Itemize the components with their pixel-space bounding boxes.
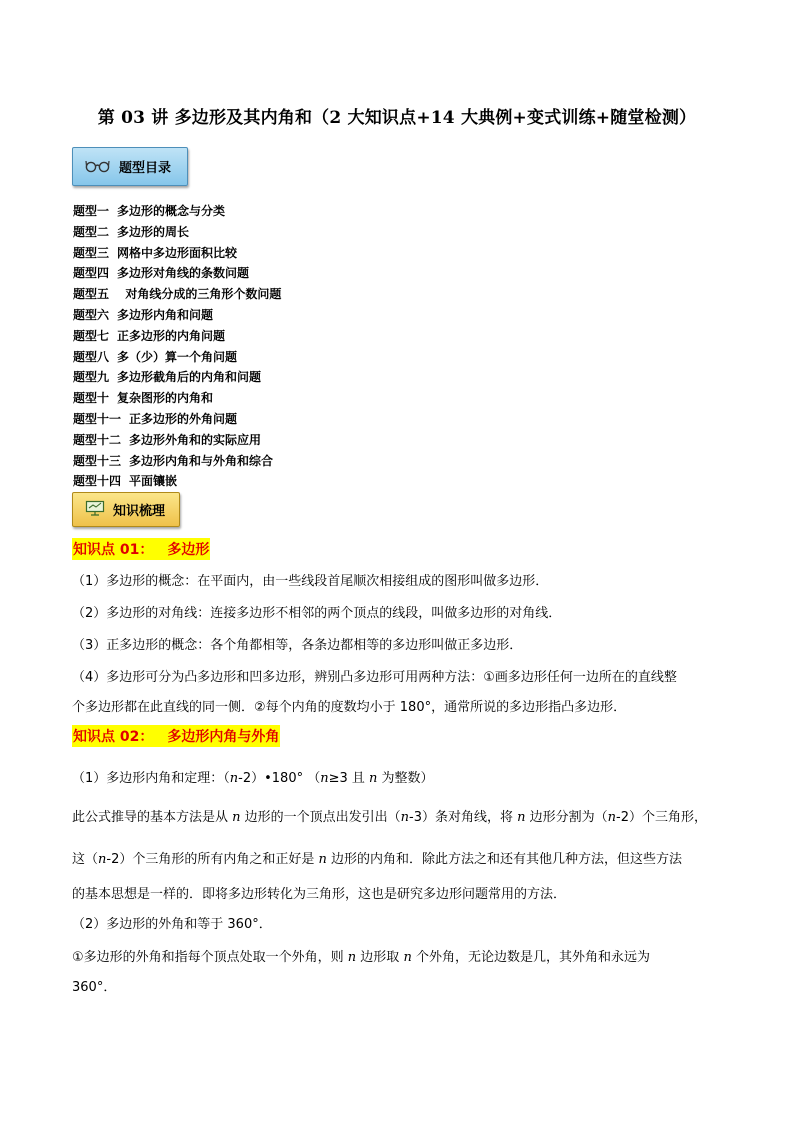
paragraph: （1）多边形内角和定理：（n-2）•180° （n≥3 且 n 为整数） [72,771,434,786]
toc-item[interactable]: 题型六 多边形内角和问题 [73,307,214,322]
toc-item[interactable]: 题型二 多边形的周长 [73,224,190,239]
paragraph: （1）多边形的概念：在平面内，由一些线段首尾顺次相接组成的图形叫做多边形． [72,574,549,589]
paragraph: （2）多边形的外角和等于 360°． [72,917,272,932]
toc-item[interactable]: 题型七 正多边形的内角问题 [73,328,226,343]
toc-item[interactable]: 题型十一 正多边形的外角问题 [73,411,238,426]
toc-list [73,201,281,492]
glasses-icon [85,157,111,177]
toc-item[interactable]: 题型五 对角线分成的三角形个数问题 [73,287,282,302]
toc-item[interactable]: 题型三 网格中多边形面积比较 [73,245,238,260]
toc-item[interactable]: 题型一 多边形的概念与分类 [73,204,226,218]
toc-item[interactable]: 题型四 多边形对角线的条数问题 [73,266,250,281]
paragraph: 的基本思想是一样的．即将多边形转化为三角形，这也是研究多边形问题常用的方法． [72,887,567,902]
knowledge-badge-label: 知识梳理 [113,504,166,519]
knowledge-badge [72,492,180,527]
paragraph: 360°． [72,980,117,995]
paragraph: （2）多边形的对角线：连接多边形不相邻的两个顶点的线段，叫做多边形的对角线． [72,606,562,621]
page-title: 第 03 讲 多边形及其内角和（2 大知识点+14 大典例+变式训练+随堂检测） [97,108,697,128]
toc-item[interactable]: 题型十四 平面镶嵌 [73,474,178,489]
paragraph: 个多边形都在此直线的同一侧．②每个内角的度数均小于 180°，通常所说的多边形指凸多边形． [72,700,627,715]
paragraph: 此公式推导的基本方法是从 n 边形的一个顶点出发引出（n-3）条对角线，将 n 边形分割为（n-2）个三角形， [72,810,707,825]
toc-item[interactable]: 题型八 多（少）算一个角问题 [73,349,238,364]
paragraph: 这（n-2）个三角形的所有内角之和正好是 n 边形的内角和．除此方法之和还有其他几种方法，但这些方法 [72,852,683,867]
toc-item[interactable]: 题型十三 多边形内角和与外角和综合 [73,453,274,468]
toc-badge [72,147,188,186]
toc-item[interactable]: 题型十 复杂图形的内角和 [73,391,214,406]
knowledge-point-heading: 知识点 01： 多边形 [72,538,210,560]
knowledge-point-heading: 知识点 02： 多边形内角与外角 [72,725,280,747]
paragraph: ①多边形的外角和指每个顶点处取一个外角，则 n 边形取 n 个外角，无论边数是几，其外角和永远为 [72,950,650,965]
paragraph: （4）多边形可分为凸多边形和凹多边形，辨别凸多边形可用两种方法：①画多边形任何一边所在的直线整 [72,670,677,685]
paragraph: （3）正多边形的概念：各个角都相等，各条边都相等的多边形叫做正多边形． [72,638,523,653]
toc-item[interactable]: 题型九 多边形截角后的内角和问题 [73,370,262,385]
toc-item[interactable]: 题型十二 多边形外角和的实际应用 [73,432,262,447]
presentation-board-icon [85,500,105,520]
toc-badge-label: 题型目录 [119,161,172,176]
